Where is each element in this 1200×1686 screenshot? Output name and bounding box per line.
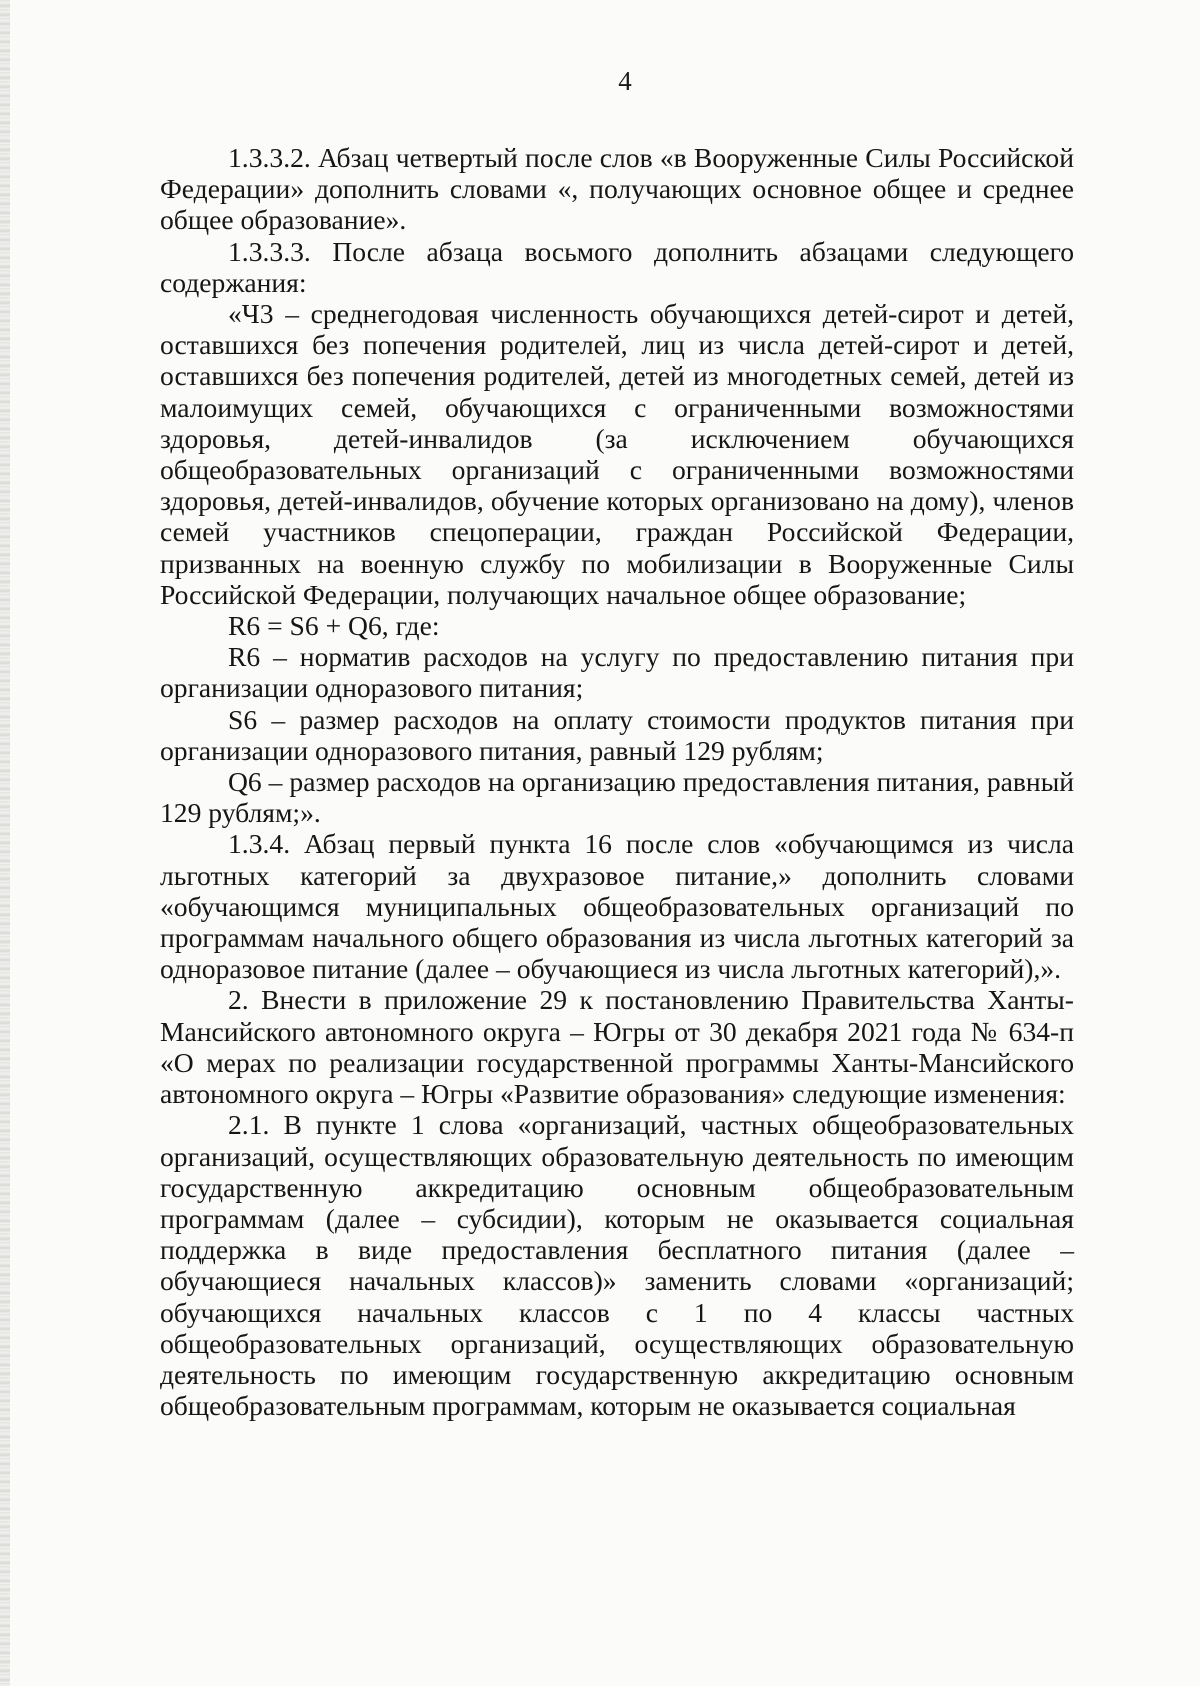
scan-edge: [0, 0, 10, 1686]
paragraph-s6-definition: S6 – размер расходов на оплату стоимости продуктов питания при организации одноразового питания, равный 129 рублям;: [160, 703, 1074, 766]
page-number: 4: [618, 66, 632, 96]
paragraph-1-3-3-3: 1.3.3.3. После абзаца восьмого дополнить абзацами следующего содержания:: [160, 235, 1074, 298]
paragraph-2-1: 2.1. В пункте 1 слова «организаций, частных общеобразовательных организаций, осуществляющих образовательную деятельность по имеющим государственную аккредитацию основным общеобразовательным программам (далее – субсидии), которым не оказывается социальная поддержка в виде предоставления бесплатного питания (далее – обучающиеся начальных классов)» заменить словами «организаций; обучающихся начальных классов с 1 по 4 классы частных общеобразовательных организаций, осуществляющих образовательную деятельность по имеющим государственную аккредитацию основным общеобразовательным программам, которым не оказывается социальная: [160, 1109, 1074, 1422]
paragraph-1-3-4: 1.3.4. Абзац первый пункта 16 после слов «обучающимся из числа льготных категорий за двухразовое питание,» дополнить словами «обучающимся муниципальных общеобразовательных организаций по программам начального общего образования из числа льготных категорий за одноразовое питание (далее – обучающиеся из числа льготных категорий),».: [160, 828, 1074, 985]
paragraph-q6-definition: Q6 – размер расходов на организацию предоставления питания, равный 129 рублям;».: [160, 766, 1074, 829]
paragraph-r6-definition: R6 – норматив расходов на услугу по предоставлению питания при организации одноразового питания;: [160, 641, 1074, 704]
paragraph-ch3-definition: «Ч3 – среднегодовая численность обучающихся детей-сирот и детей, оставшихся без попечения родителей, лиц из числа детей-сирот и детей, оставшихся без попечения родителей, детей из многодетных семей, детей из малоимущих семей, обучающихся с ограниченными возможностями здоровья, детей-инвалидов (за исключением обучающихся общеобразовательных организаций с ограниченными возможностями здоровья, детей-инвалидов, обучение которых организовано на дому), членов семей участников спецоперации, граждан Российской Федерации, призванных на военную службу по мобилизации в Вооруженные Силы Российской Федерации, получающих начальное общее образование;: [160, 298, 1074, 610]
formula-r6: R6 = S6 + Q6, где:: [228, 610, 440, 642]
paragraph-2: 2. Внести в приложение 29 к постановлению Правительства Ханты-Мансийского автономного округа – Югры от 30 декабря 2021 года № 634-п «О мерах по реализации государственной программы Ханты-Мансийского автономного округа – Югры «Развитие образования» следующие изменения:: [160, 984, 1074, 1110]
paragraph-1-3-3-2: 1.3.3.2. Абзац четвертый после слов «в Вооруженные Силы Российской Федерации» дополнить словами «, получающих основное общее и среднее общее образование».: [160, 142, 1074, 236]
document-body: [160, 142, 1074, 1421]
